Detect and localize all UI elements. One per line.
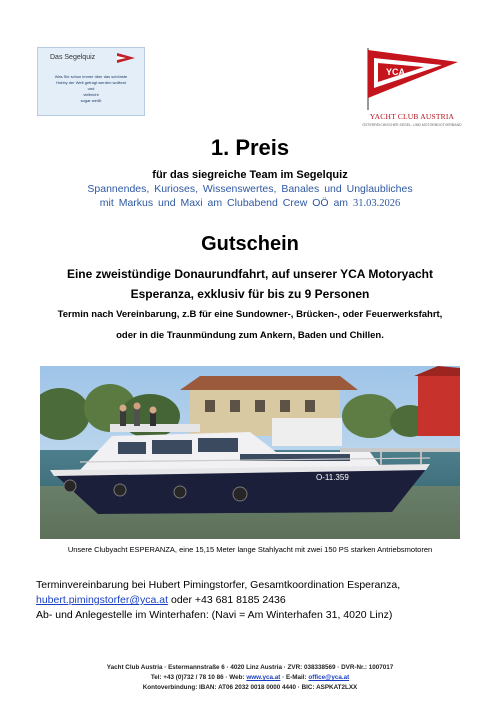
pennant-flag-icon [117,53,135,63]
contact-phone: oder +43 681 8185 2436 [168,594,286,606]
quiz-card-line: Hobby der Welt gefragt werden wolltest [56,80,126,85]
quiz-card-line: vielleicht [83,92,99,97]
yacht-photo [40,366,460,539]
footer-phone: Tel: +43 (0)732 / 78 10 86 · Web: [150,674,247,681]
terms-line-2: oder in die Traunmündung zum Ankern, Baden und Chillen. [116,330,384,341]
logo-club-name: YACHT CLUB AUSTRIA [369,112,455,121]
contact-line-3: Ab- und Anlegestelle im Winterhafen: (Navi = Am Winterhafen 31, 4020 Linz) [36,609,393,621]
description-line-2-text: mit Markus und Maxi am Clubabend Crew OÖ am [99,197,353,209]
boat-registration: O-11.359 [316,473,349,482]
logo-flag-text: YCA [386,67,406,77]
footer-contact [0,674,500,681]
team-line: für das siegreiche Team im Segelquiz [152,169,348,181]
contact-email-link[interactable]: hubert.pimingstorfer@yca.at [36,594,169,606]
contact-line-1: Terminvereinbarung bei Hubert Pimingstorfer, Gesamtkoordination Esperanza, [36,579,401,591]
logo-subtitle: ÖSTERREICHISCHER SEGEL- UND MOTORBOOTVERBAND [362,123,462,127]
yca-pennant-logo-icon [362,46,462,112]
description-line-2 [0,197,500,209]
footer-address: Yacht Club Austria · Estermannstraße 6 · 4020 Linz Austria · ZVR: 038338569 · DVR-Nr.: 1007017 [106,664,394,671]
yca-logo [362,46,462,130]
photo-caption: Unsere Clubyacht ESPERANZA, eine 15,15 Meter lange Stahlyacht mit zwei 150 PS starken Antriebsmotoren [67,545,433,554]
description-line-1: Spannendes, Kurioses, Wissenswertes, Banales und Unglaubliches [87,183,413,195]
footer-email-link[interactable]: office@yca.at [308,674,350,681]
voucher-line-1: Eine zweistündige Donaurundfahrt, auf unserer YCA Motoryacht [66,267,434,281]
segelquiz-card-image [37,47,145,116]
quiz-card-line: Was Sie schon immer über das schönste [54,74,128,79]
footer-web-link[interactable]: www.yca.at [246,674,281,681]
quiz-card-text [44,74,138,104]
event-date: 31.03.2026 [352,198,401,209]
prize-title: 1. Preis [210,135,290,160]
quiz-card-line: und [87,86,95,91]
terms-line-1: Termin nach Vereinbarung, z.B für eine Sundowner-, Brücken-, oder Feuerwerksfahrt, [57,309,443,320]
yacht-illustration [40,366,460,539]
voucher-title: Gutschein [201,233,299,255]
footer-mail-label: · E-Mail: [280,674,309,681]
quiz-card-line: sogar weißt [80,98,102,103]
quiz-card-title: Das Segelquiz [50,54,96,61]
voucher-line-2: Esperanza, exklusiv für bis zu 9 Personen [130,287,370,301]
contact-line-2 [36,594,286,606]
footer-bank: Kontoverbindung: IBAN: AT06 2032 0018 0000 4440 · BIC: ASPKAT2LXX [142,684,358,691]
